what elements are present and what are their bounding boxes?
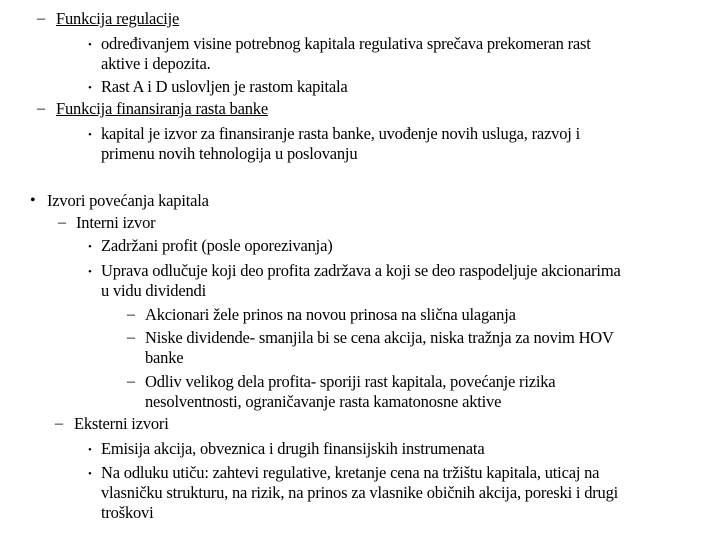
dash-marker-icon: – [55,415,63,432]
item-text [101,439,484,459]
dash-marker-icon: – [37,10,45,27]
item-text [101,236,333,256]
text-line: aktive i depozita. [101,54,211,73]
item-text [145,305,516,325]
text-line: Eksterni izvori [74,414,169,433]
bullet-marker-icon: • [88,468,92,480]
dash-marker-icon: – [58,214,66,231]
text-line: Niske dividende- smanjila bi se cena akcija, niska tražnja za novim HOV [145,328,614,347]
text-line: Funkcija finansiranja rasta banke [56,99,268,118]
dash-marker-icon: – [127,373,135,390]
text-line: Uprava odlučuje koji deo profita zadržava a koji se deo raspodeljuje akcionarima [101,261,621,280]
item-text [101,77,348,97]
dash-marker-icon: – [37,100,45,117]
text-line: Funkcija regulacije [56,9,180,28]
bullet-marker-icon: • [88,129,92,141]
bullet-marker-icon: • [88,266,92,278]
item-text [76,213,155,233]
item-text [145,328,614,368]
item-text [56,9,179,29]
item-text [101,34,591,74]
text-line: kapital je izvor za finansiranje rasta banke, uvođenje novih usluga, razvoj i [101,124,580,143]
text-line: troškovi [101,503,154,522]
text-line: banke [145,348,184,367]
bullet-marker-icon: • [88,39,92,51]
text-line: primenu novih tehnologija u poslovanju [101,144,358,163]
text-line: Izvori povećanja kapitala [47,191,209,210]
item-text [145,372,555,412]
item-text [101,261,621,301]
dash-marker-icon: – [127,329,135,346]
text-line: u vidu dividendi [101,281,206,300]
text-line: Rast A i D uslovljen je rastom kapitala [101,77,348,96]
item-text [74,414,169,434]
item-text [101,463,618,523]
item-text [101,124,580,164]
text-line: Na odluku utiču: zahtevi regulative, kretanje cena na tržištu kapitala, uticaj na [101,463,600,482]
text-line: Odliv velikog dela profita- sporiji rast kapitala, povećanje rizika [145,372,556,391]
bullet-marker-icon: • [88,241,92,253]
bullet-marker-icon: • [88,82,92,94]
text-line: Emisija akcija, obveznica i drugih finansijskih instrumenata [101,439,485,458]
item-text [47,191,209,211]
text-line: vlasničku strukturu, na rizik, na prinos za vlasnike običnih akcija, poreski i drugi [101,483,619,502]
text-line: Akcionari žele prinos na novou prinosa na slična ulaganja [145,305,516,324]
text-line: nesolventnosti, ograničavanje rasta kamatonosne aktive [145,392,502,411]
item-text [56,99,268,119]
bullet-marker-icon: • [30,192,36,209]
text-line: Interni izvor [76,213,156,232]
dash-marker-icon: – [127,306,135,323]
bullet-marker-icon: • [88,444,92,456]
text-line: Zadržani profit (posle oporezivanja) [101,236,333,255]
text-line: određivanjem visine potrebnog kapitala regulativa sprečava prekomeran rast [101,34,591,53]
